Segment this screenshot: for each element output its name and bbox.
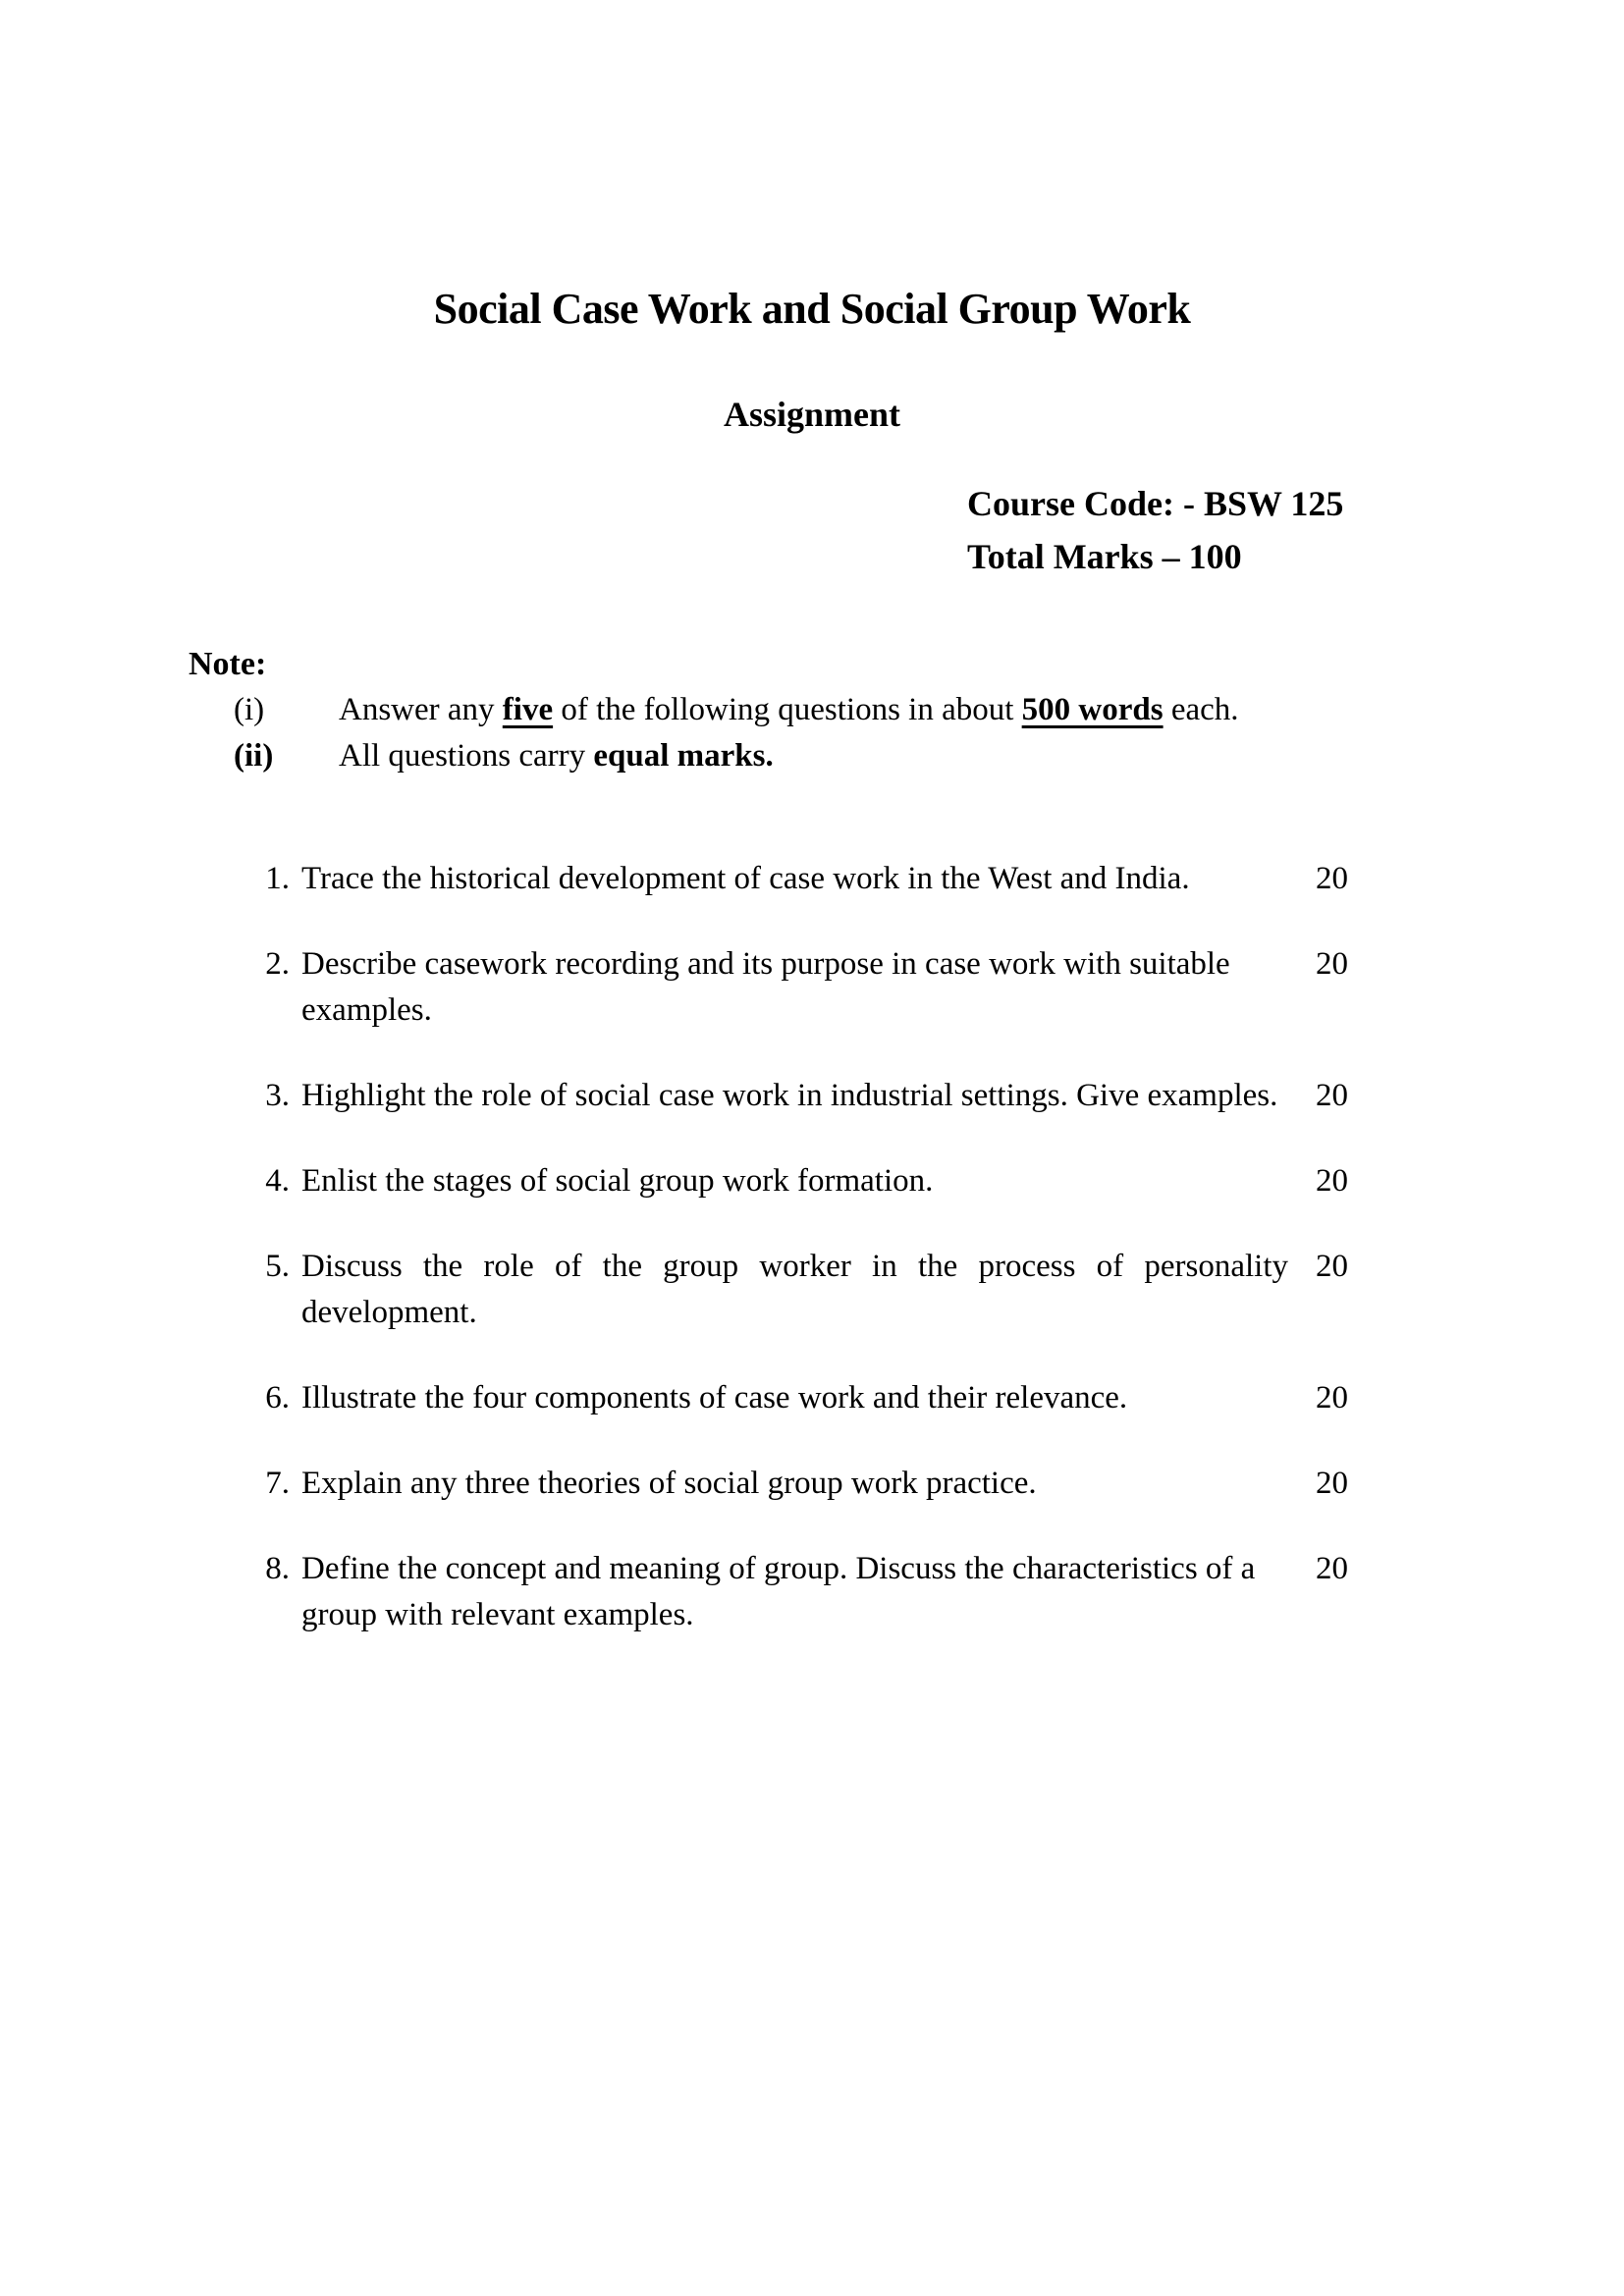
- assignment-subtitle: Assignment: [723, 395, 901, 434]
- total-marks: Total Marks – 100: [967, 537, 1242, 576]
- question-number: 7.: [265, 1466, 290, 1501]
- note-text-emphasis: 500 words: [1021, 692, 1164, 727]
- question-marks: 20: [1316, 946, 1348, 982]
- question-number: 1.: [265, 861, 290, 896]
- note-item-text: [339, 687, 1624, 733]
- note-item: [234, 687, 1624, 733]
- question-item: [211, 1375, 1624, 1421]
- note-item-text: [339, 733, 1624, 779]
- question-number: 3.: [265, 1078, 290, 1113]
- question-number: 2.: [265, 946, 290, 982]
- question-item: [211, 1546, 1624, 1638]
- note-text-emphasis: five: [502, 692, 554, 727]
- question-marks: 20: [1316, 1380, 1348, 1415]
- question-item: [211, 1461, 1624, 1507]
- question-text: Illustrate the four components of case work and their relevance.: [301, 1380, 1128, 1415]
- question-marks: 20: [1316, 1078, 1348, 1113]
- question-marks: 20: [1316, 1249, 1348, 1284]
- note-item: [234, 733, 1624, 779]
- note-text-segment: of the following questions in about: [553, 692, 1022, 727]
- questions-list: [211, 856, 1624, 1638]
- page-title: Social Case Work and Social Group Work: [433, 285, 1191, 333]
- question-marks: 20: [1316, 1163, 1348, 1199]
- question-marks: 20: [1316, 1551, 1348, 1586]
- question-text: Explain any three theories of social group work practice.: [301, 1466, 1037, 1501]
- note-text-segment: each.: [1163, 692, 1239, 727]
- course-info-block: [967, 477, 1624, 583]
- question-item: [211, 941, 1624, 1034]
- question-text: Trace the historical development of case work in the West and India.: [301, 861, 1190, 896]
- question-text: Describe casework recording and its purpose in case work with suitable examples.: [301, 946, 1230, 1028]
- note-heading: Note:: [189, 646, 267, 682]
- question-number: 8.: [265, 1551, 290, 1586]
- note-text-bold: equal marks.: [593, 738, 774, 774]
- question-text: Highlight the role of social case work in industrial settings. Give examples.: [301, 1078, 1278, 1113]
- note-item-label: (i): [234, 692, 265, 727]
- course-code: Course Code: - BSW 125: [967, 484, 1344, 523]
- question-item: [211, 856, 1624, 902]
- question-number: 5.: [265, 1249, 290, 1284]
- question-item: [211, 1244, 1624, 1336]
- question-text: Discuss the role of the group worker in the process of personality development.: [301, 1249, 1288, 1330]
- question-item: [211, 1073, 1624, 1119]
- question-text: Define the concept and meaning of group. Discuss the characteristics of a group with relevant examples.: [301, 1551, 1256, 1632]
- note-item-label: (ii): [234, 738, 274, 774]
- note-text-segment: All questions carry: [339, 738, 594, 774]
- question-marks: 20: [1316, 1466, 1348, 1501]
- question-marks: 20: [1316, 861, 1348, 896]
- question-number: 4.: [265, 1163, 290, 1199]
- question-item: [211, 1158, 1624, 1204]
- question-text: Enlist the stages of social group work formation.: [301, 1163, 934, 1199]
- note-text-segment: Answer any: [339, 692, 503, 727]
- note-list: [234, 687, 1624, 779]
- question-number: 6.: [265, 1380, 290, 1415]
